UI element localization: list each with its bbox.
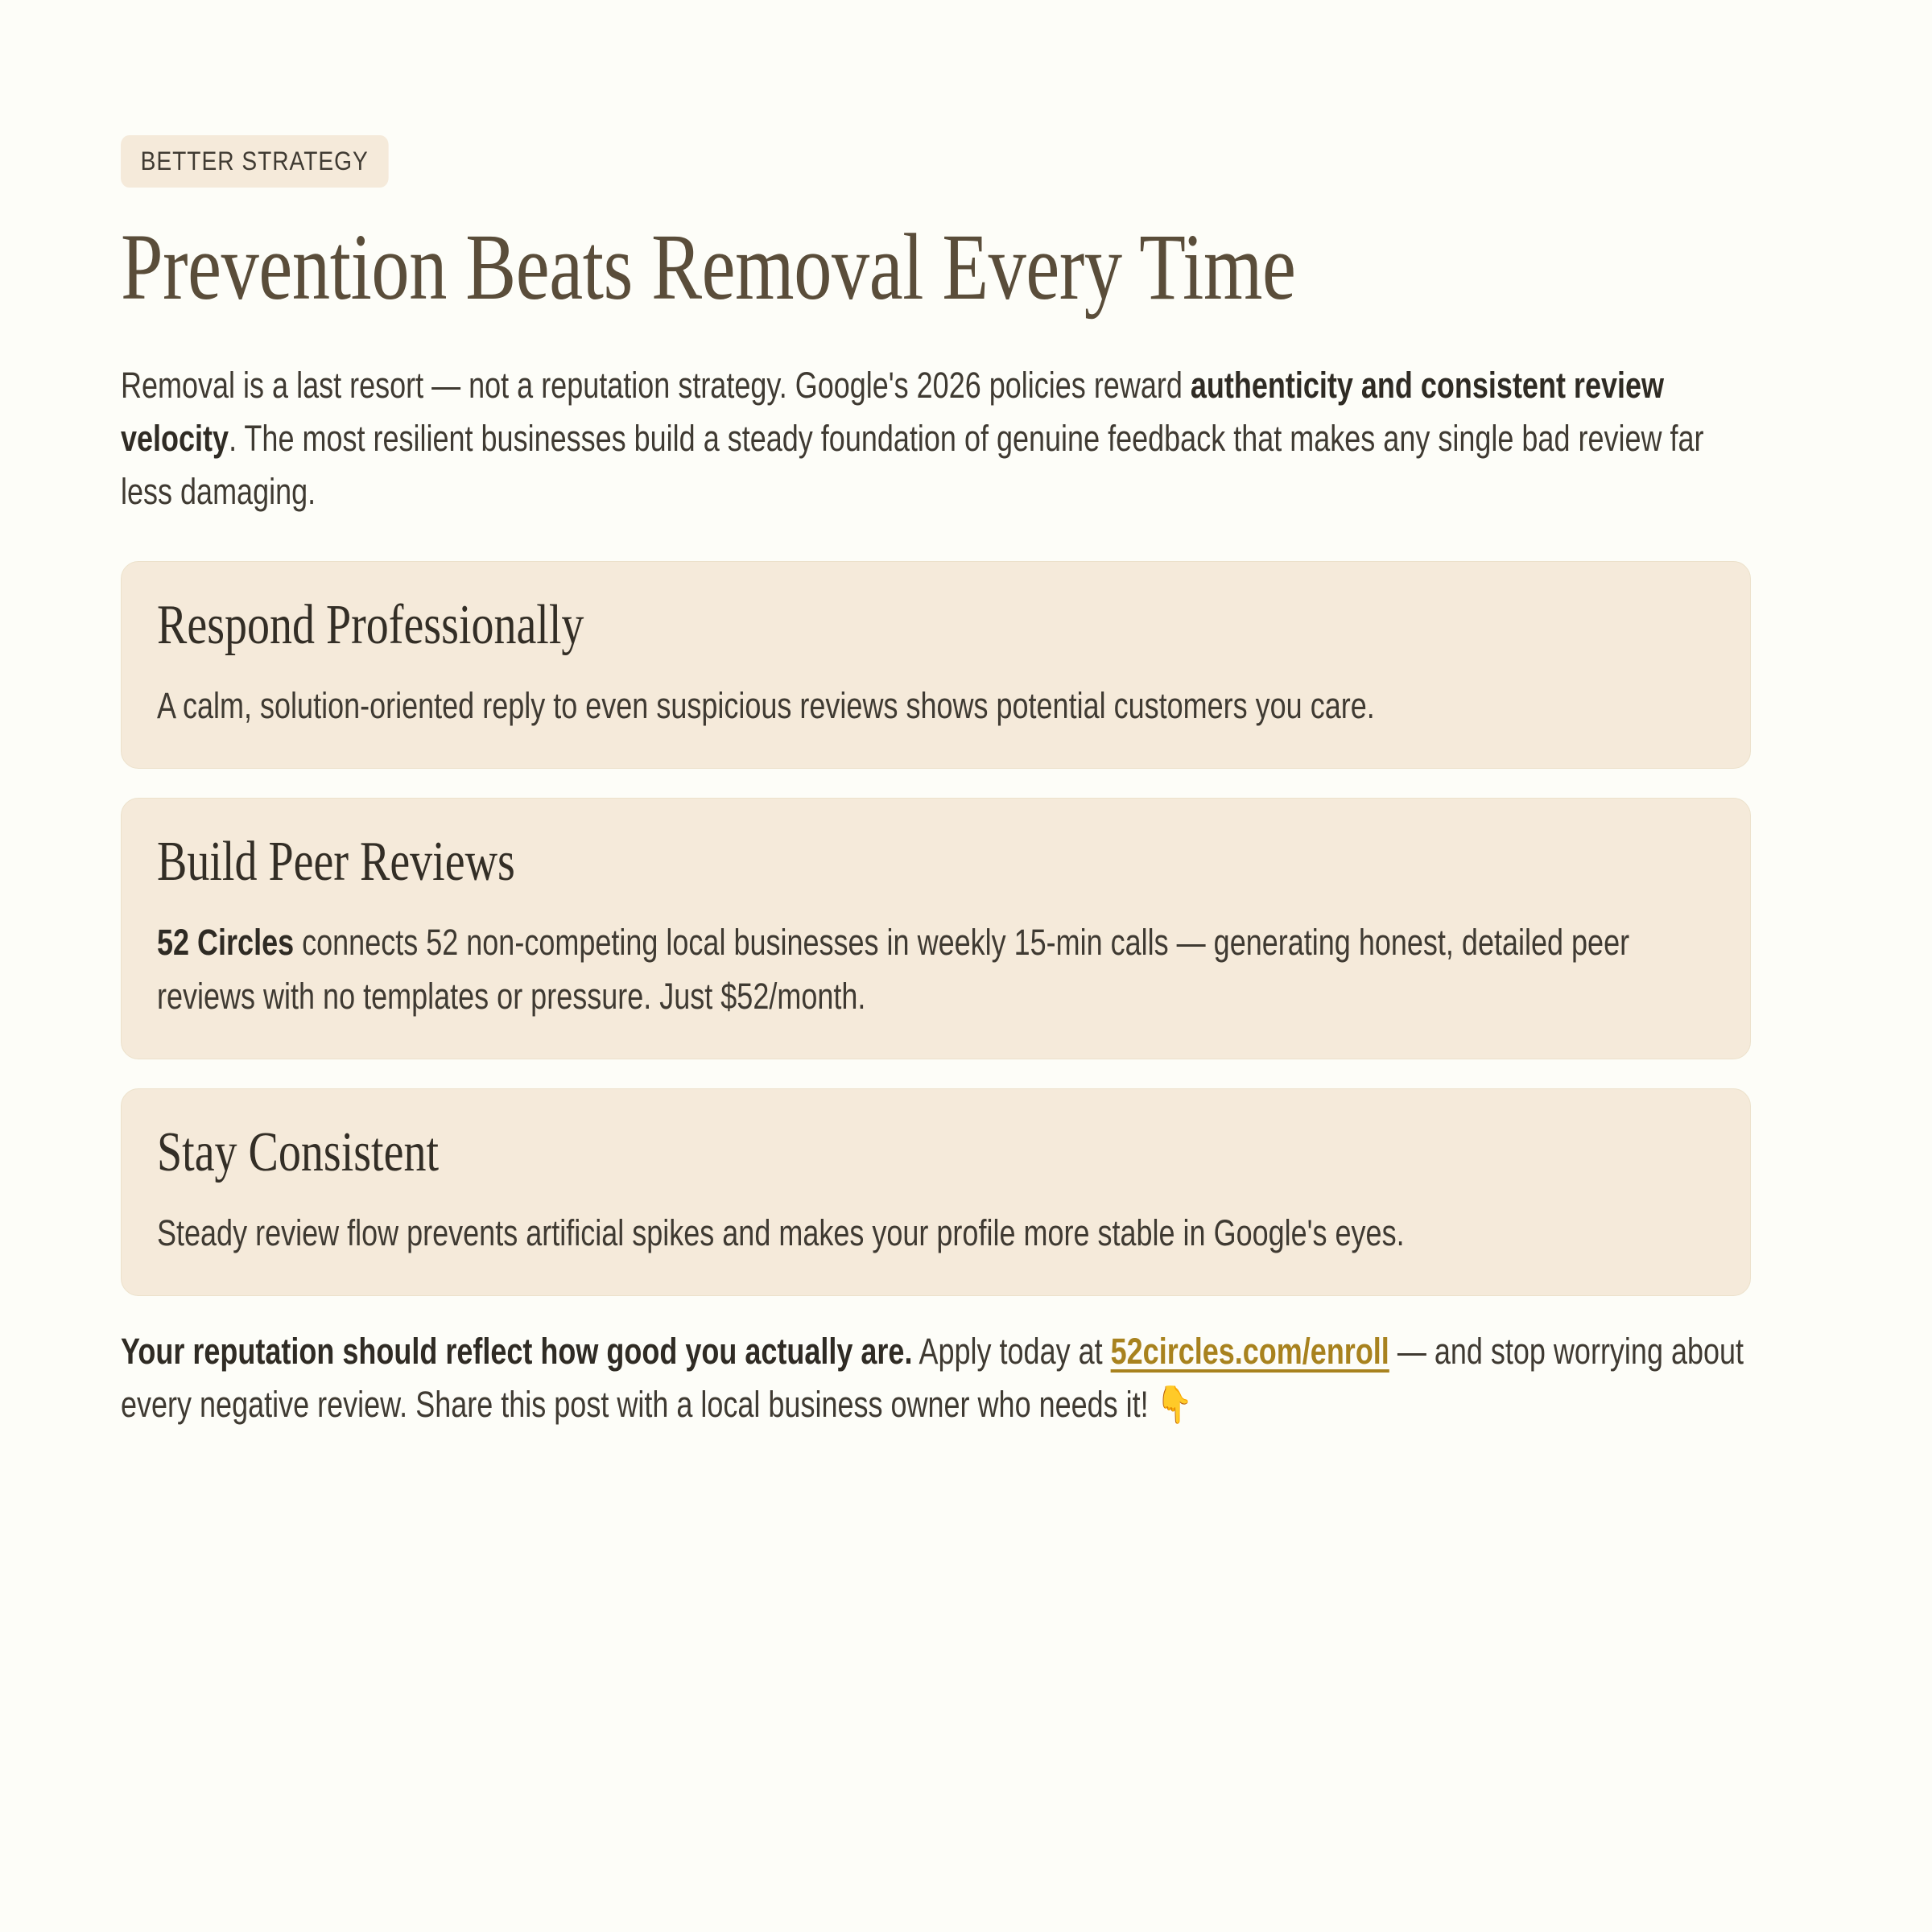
- eyebrow-badge: BETTER STRATEGY: [121, 135, 388, 188]
- outro-paragraph: [121, 1325, 1750, 1431]
- outro-text-part2: — and stop worrying about every negative review. Share this post with a local business owner who needs it!: [121, 1331, 1744, 1426]
- article-content: [121, 135, 1751, 1432]
- card-title: Respond Professionally: [157, 593, 584, 656]
- pointing-down-icon: 👇: [1156, 1383, 1193, 1426]
- card-title: Build Peer Reviews: [157, 831, 515, 894]
- outro-text-part1: Apply today at: [912, 1331, 1111, 1373]
- intro-emphasis: authenticity and consistent review velocity: [121, 365, 1665, 460]
- card-body: A calm, solution-oriented reply to even suspicious reviews shows potential customers you care.: [157, 684, 1375, 726]
- strategy-card-respond-professionally: [121, 561, 1751, 770]
- card-body-emphasis: 52 Circles: [157, 922, 295, 964]
- outro-emphasis: Your reputation should reflect how good you actually are.: [121, 1331, 913, 1373]
- card-body: [157, 916, 1715, 1022]
- intro-paragraph: [121, 359, 1750, 518]
- enroll-link[interactable]: 52circles.com/enroll: [1110, 1331, 1389, 1373]
- strategy-card-build-peer-reviews: [121, 798, 1751, 1059]
- strategy-card-stay-consistent: [121, 1088, 1751, 1297]
- intro-text-part2: . The most resilient businesses build a steady foundation of genuine feedback that makes any single bad review far less damaging.: [121, 418, 1704, 513]
- card-title: Stay Consistent: [157, 1121, 440, 1183]
- card-body: Steady review flow prevents artificial spikes and makes your profile more stable in Google's eyes.: [157, 1212, 1405, 1254]
- page-title: Prevention Beats Removal Every Time: [121, 214, 1296, 320]
- strategy-card-list: [121, 561, 1751, 1297]
- intro-text-part1: Removal is a last resort — not a reputation strategy. Google's 2026 policies reward: [121, 365, 1191, 407]
- card-body-text: connects 52 non-competing local businesses in weekly 15-min calls — generating honest, detailed peer reviews with no templates or pressure. Just $52/month.: [157, 922, 1630, 1017]
